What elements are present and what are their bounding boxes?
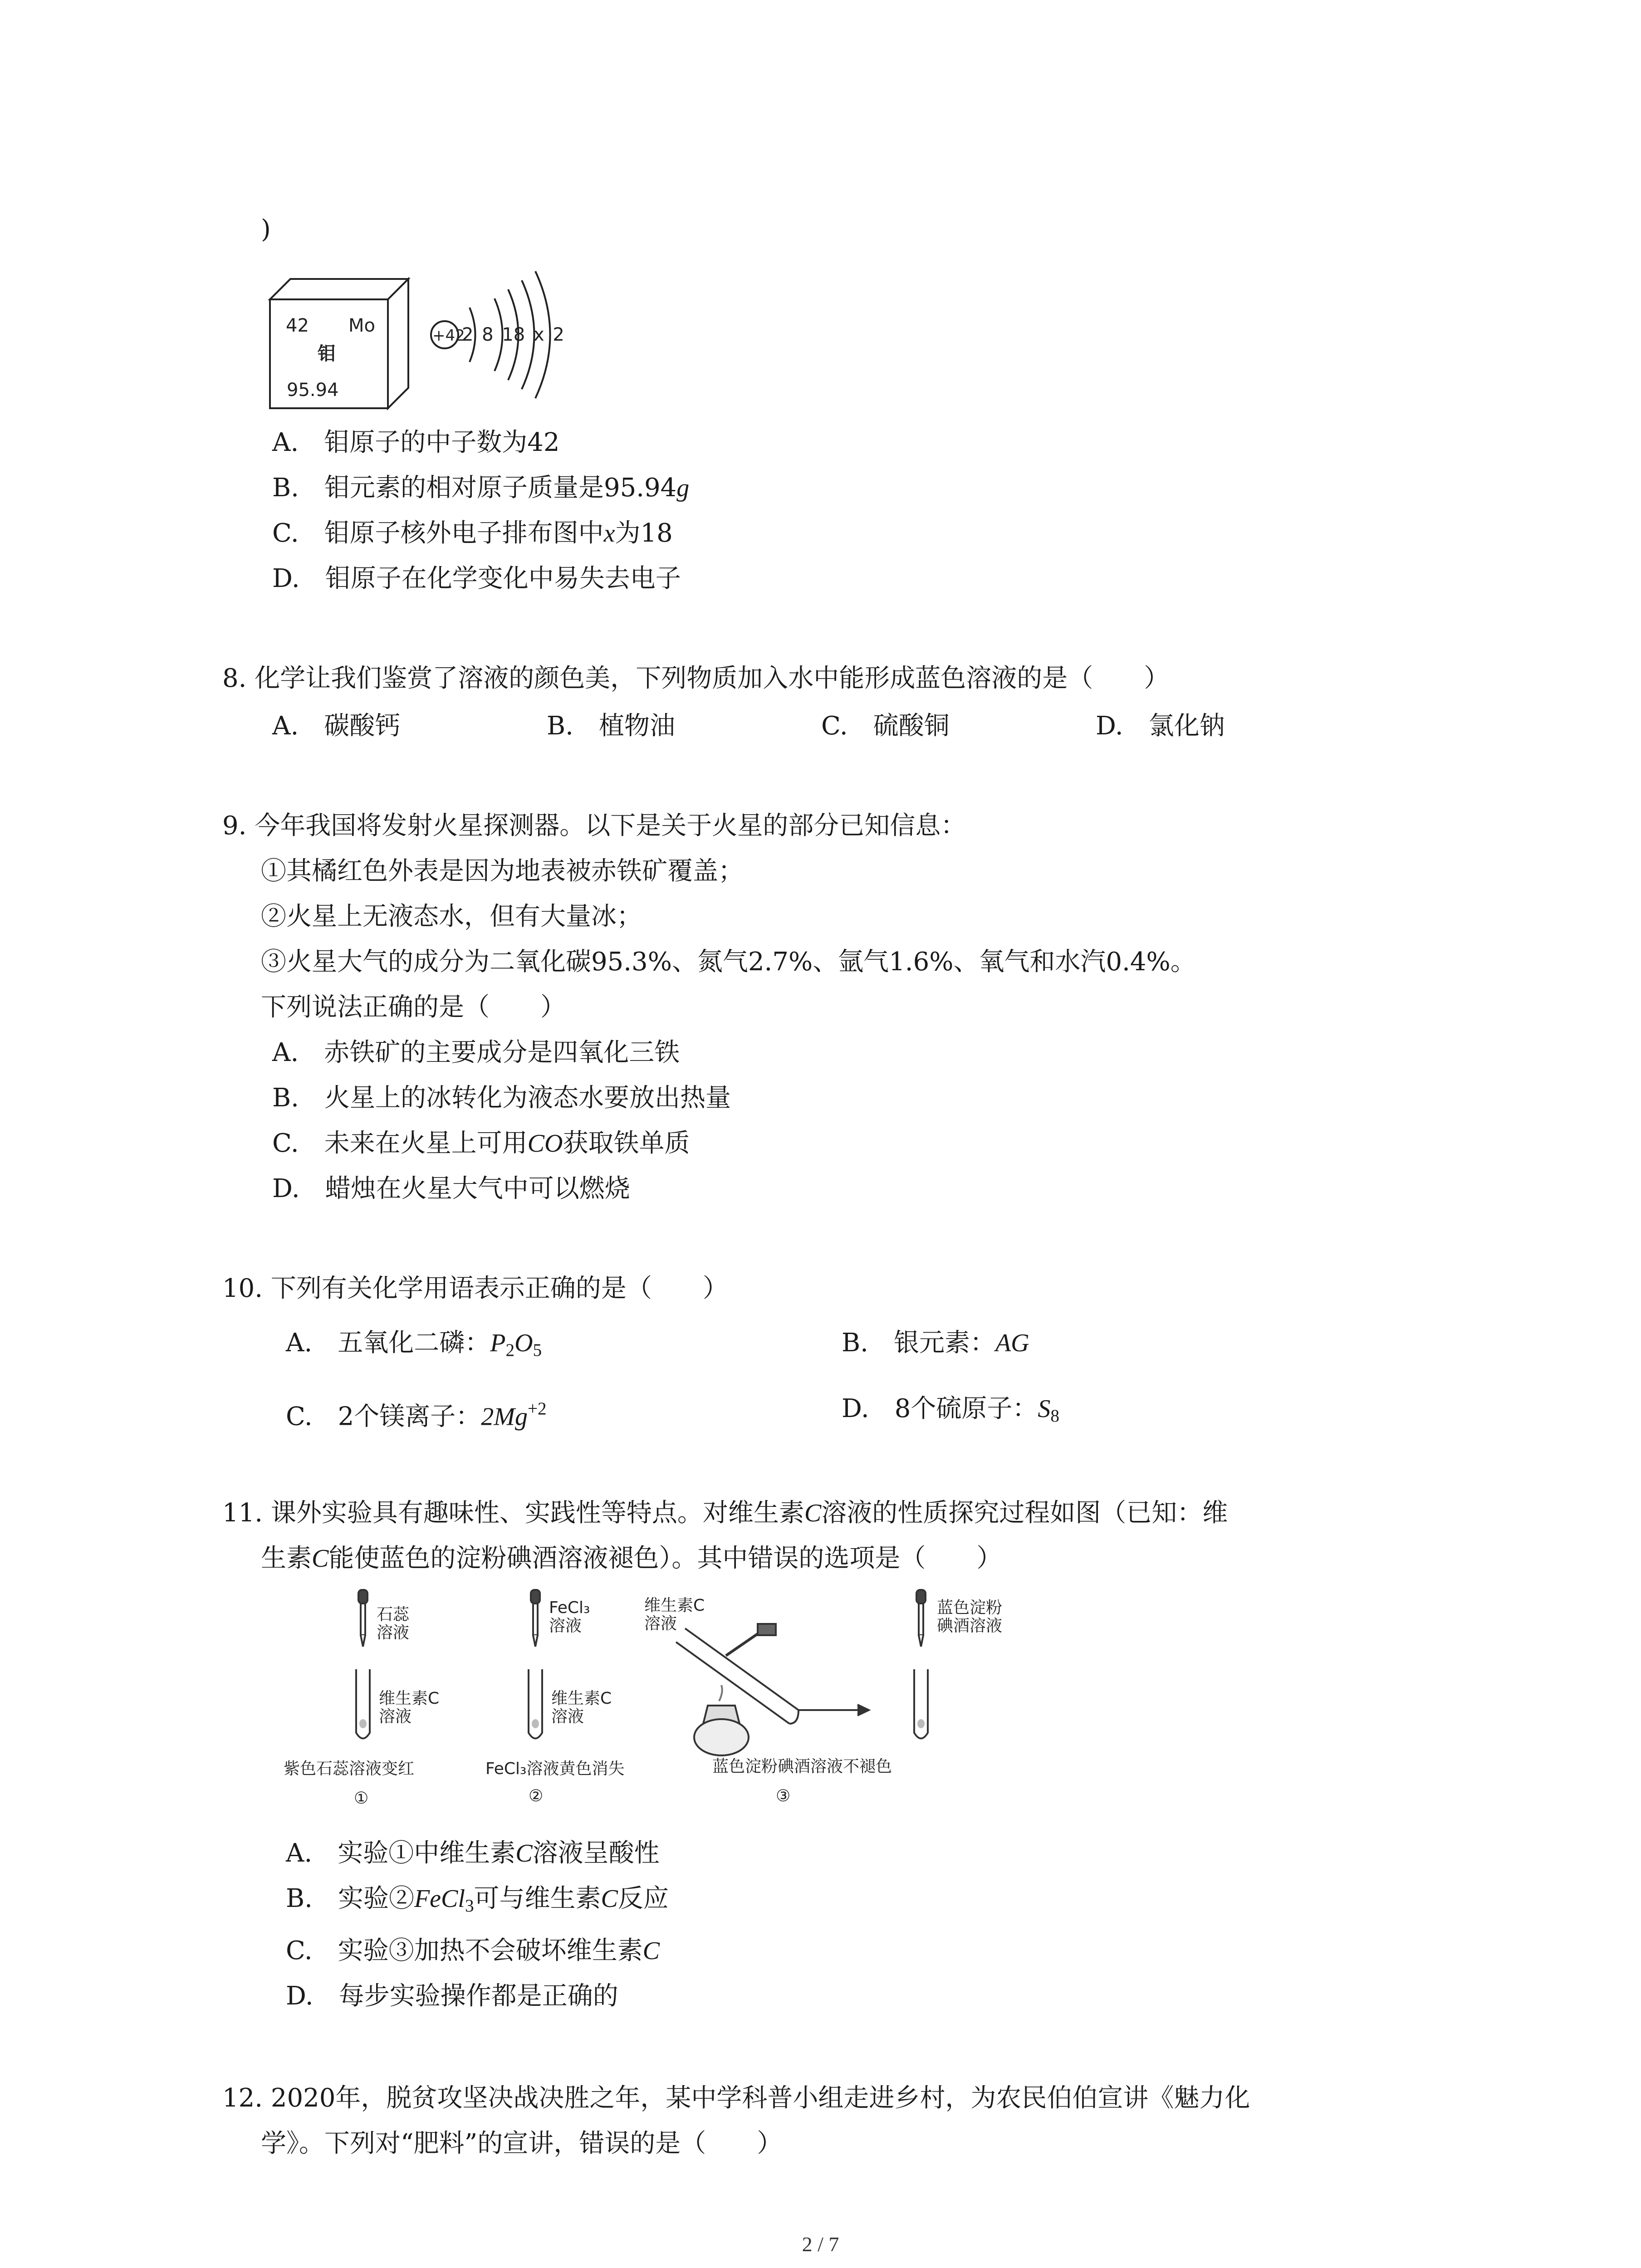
experiment-number-1: ①	[354, 1789, 369, 1808]
q7-option-c[interactable]: C. 钼原子核外电子排布图中x为18	[272, 518, 673, 548]
result-1: 紫色石蕊溶液变红	[284, 1760, 415, 1778]
q9-option-d[interactable]: D. 蜡烛在火星大气中可以燃烧	[272, 1174, 630, 1203]
element-number: 42	[286, 315, 309, 336]
experiment-number-3: ③	[776, 1787, 791, 1805]
q9-fact-1: ①其橘红色外表是因为地表被赤铁矿覆盖；	[261, 856, 744, 886]
q8-option-a[interactable]: A. 碳酸钙	[272, 711, 401, 741]
q11-stem-line-1: 11. 课外实验具有趣味性、实践性等特点。对维生素C溶液的性质探究过程如图（已知：维	[222, 1498, 1228, 1528]
q10-option-b[interactable]: B. 银元素：AG	[842, 1328, 1029, 1358]
q11-option-d[interactable]: D. 每步实验操作都是正确的	[286, 1981, 618, 2011]
q9-fact-3: ③火星大气的成分为二氧化碳95.3%、氮气2.7%、氩气1.6%、氧气和水汽0.4%。	[261, 947, 1196, 977]
q9-fact-2: ②火星上无液态水，但有大量冰；	[261, 902, 642, 931]
dropper-1-label: 石蕊 溶液	[377, 1605, 410, 1642]
q11-option-a[interactable]: A. 实验①中维生素C溶液呈酸性	[286, 1838, 660, 1868]
tube-1-label: 维生素C 溶液	[379, 1689, 440, 1726]
electron-shells: 2 8 18 x 2	[462, 324, 564, 345]
q8-option-d[interactable]: D. 氯化钠	[1096, 711, 1225, 741]
experiment-number-2: ②	[529, 1787, 544, 1805]
q9-stem: 9. 今年我国将发射火星探测器。以下是关于火星的部分已知信息：	[222, 811, 966, 841]
continued-paren: )	[261, 215, 271, 244]
nucleus-charge: +42	[432, 327, 465, 345]
q8-option-c[interactable]: C. 硫酸铜	[821, 711, 950, 741]
q7-option-b[interactable]: B. 钼元素的相对原子质量是95.94g	[272, 473, 690, 503]
q10-option-c[interactable]: C. 2个镁离子：$2Mg^{+2}$	[286, 1399, 547, 1432]
q7-option-d[interactable]: D. 钼原子在化学变化中易失去电子	[272, 564, 681, 593]
q11-option-b[interactable]: B. 实验②FeCl$_3$可与维生素C反应	[286, 1884, 669, 1916]
q10-option-a[interactable]: A. 五氧化二磷：$P_2O_5$	[286, 1328, 542, 1360]
result-3: 蓝色淀粉碘酒溶液不褪色	[712, 1757, 892, 1776]
element-symbol: Mo	[348, 315, 375, 336]
dropper-4-label: 蓝色淀粉 碘酒溶液	[937, 1598, 1003, 1635]
dropper-3-label: 维生素C 溶液	[644, 1596, 705, 1633]
q10-option-d[interactable]: D. 8个硫原子：$S_8$	[842, 1394, 1059, 1426]
tube-2-label: 维生素C 溶液	[551, 1689, 612, 1726]
q7-option-a[interactable]: A. 钼原子的中子数为42	[272, 428, 560, 457]
element-mass: 95.94	[287, 380, 339, 401]
vitamin-c-experiment-figure	[277, 1588, 1084, 1823]
q12-stem-line-1: 12. 2020年，脱贫攻坚决战决胜之年，某中学科普小组走进乡村，为农民伯伯宣讲《魅力化	[222, 2083, 1250, 2113]
dropper-2-label: FeCl₃ 溶液	[549, 1598, 590, 1635]
q11-option-c[interactable]: C. 实验③加热不会破坏维生素C	[286, 1936, 660, 1965]
q8-stem: 8. 化学让我们鉴赏了溶液的颜色美，下列物质加入水中能形成蓝色溶液的是（ ）	[222, 664, 1170, 693]
q9-question: 下列说法正确的是（ ）	[261, 992, 566, 1022]
q8-option-b[interactable]: B. 植物油	[547, 711, 675, 741]
element-name: 钼	[318, 343, 336, 364]
molybdenum-figure	[268, 259, 567, 413]
q10-stem: 10. 下列有关化学用语表示正确的是（ ）	[222, 1274, 728, 1303]
page-number: 2 / 7	[802, 2233, 839, 2256]
q9-option-b[interactable]: B. 火星上的冰转化为液态水要放出热量	[272, 1083, 731, 1113]
q11-stem-line-2: 生素C能使蓝色的淀粉碘酒溶液褪色）。其中错误的选项是（ ）	[261, 1544, 1002, 1573]
q9-option-a[interactable]: A. 赤铁矿的主要成分是四氧化三铁	[272, 1038, 680, 1067]
q12-stem-line-2: 学》。下列对“肥料”的宣讲，错误的是（ ）	[261, 2129, 783, 2158]
result-2: FeCl₃溶液黄色消失	[485, 1760, 625, 1778]
q9-option-c[interactable]: C. 未来在火星上可用CO获取铁单质	[272, 1129, 690, 1158]
